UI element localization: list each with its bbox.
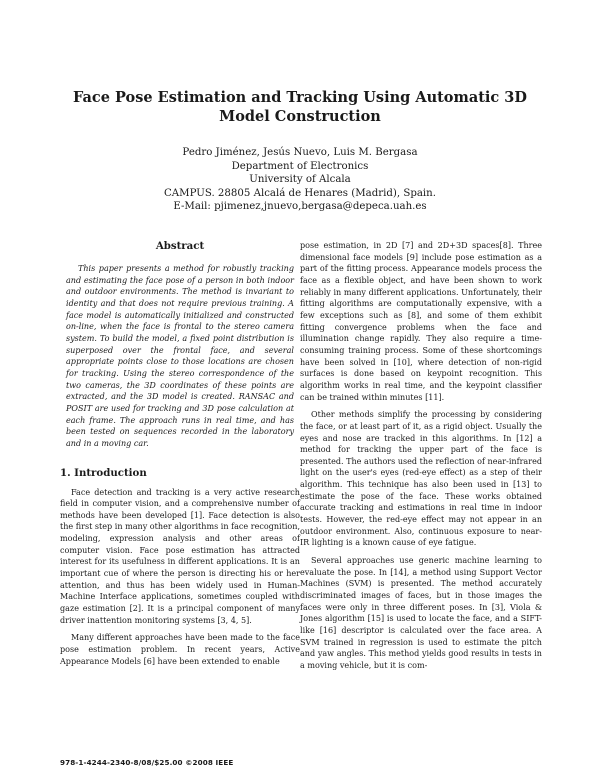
author-address: CAMPUS. 28805 Alcalá de Henares (Madrid), Spain. [164,187,436,199]
section-heading-introduction: 1. Introduction [60,466,147,479]
author-block [60,146,540,214]
author-department: Department of Electronics [231,160,369,172]
copyright-footer: 978-1-4244-2340-8/08/$25.00 ©2008 IEEE [60,758,234,767]
intro-paragraph-2: Many different approaches have been made to the face pose estimation problem. In recent years, Active Appearance Models [6] have been extended to enable [60,633,300,666]
intro-paragraph-2-continued: pose estimation, in 2D [7] and 2D+3D spaces[8]. Three dimensional face models [9] include pose estimation as a part of the fitting process. Appearance models process the face as a flexible object, and have been shown to work reliably in many different applications. Unfortunately, their fitting algorithms are computationally expensive, with a few exceptions such as [8], and some of them exhibit fitting convergence problems when the face and illumination change rapidly. They also require a time-consuming training process. Some of these shortcomings have been solved in [10], where detection of non-rigid surfaces is done based on keypoint recognition. This algorithm works in real time, and the keypoint classifier can be trained within minutes [11]. [300,241,542,402]
author-email: E-Mail: pjimenez,jnuevo,bergasa@depeca.uah.es [173,201,427,213]
intro-paragraph-3: Other methods simplify the processing by considering the face, or at least part of it, as a rigid object. Usually the eyes and nose are tracked in this algorithms. In [12] a method for tracking the upper part of the face is presented. The authors used the reflection of near-infrared light on the user's eyes (red-eye effect) as a step of their algorithm. This technique has also been used in [13] to estimate the pose of the face. These works obtained accurate tracking and estimations in real time in indoor tests. However, the red-eye effect may not appear in an outdoor environment. Also, continuous exposure to near-IR lighting is a known cause of eye fatigue. [300,410,542,548]
abstract-heading: Abstract [155,240,205,252]
left-column [60,240,300,673]
abstract-text: This paper presents a method for robustly tracking and estimating the face pose of a person in both indoor and outdoor environments. The method is invariant to identity and that does not require previous training. A face model is automatically initialized and constructed on-line, when the face is frontal to the stereo camera system. To build the model, a fixed point distribution is superposed over the frontal face, and several appropriate points close to those locations are chosen for tracking. Using the stereo correspondence of the two cameras, the 3D coordinates of these points are extracted, and the 3D model is created. RANSAC and POSIT are used for tracking and 3D pose calculation at each frame. The approach runs in real time, and has been tested on sequences recorded in the laboratory and in a moving car. [66,264,294,448]
intro-paragraph-4: Several approaches use generic machine learning to evaluate the pose. In [14], a method using Support Vector Machines (SVM) is presented. The method accurately discriminated images of faces, but in those images the faces were only in three different poses. In [3], Viola & Jones algorithm [15] is used to locate the face, and a SIFT-like [16] descriptor is calculated over the face area. A SVM trained in regression is used to estimate the pitch and yaw angles. This method yields good results in tests in a moving vehicle, but it is com- [300,556,542,670]
right-column [300,240,542,678]
paper-title: Face Pose Estimation and Tracking Using Automatic 3D Model Construction [73,89,527,125]
intro-paragraph-1: Face detection and tracking is a very active research field in computer vision, and a comprehensive number of methods have been developed [1]. Face detection is also the first step in many other algorithms in face recognition, modeling, expression analysis and other areas of computer vision. Face pose estimation has attracted interest for its usefulness in different applications. It is an important cue of where the person is directing his or her attention, and thus has been widely used in Human-Machine Interface applications, sometimes coupled with gaze estimation [2]. It is a principal component of many driver inattention monitoring systems [3, 4, 5]. [60,487,300,625]
author-university: University of Alcala [249,174,351,186]
author-names: Pedro Jiménez, Jesús Nuevo, Luis M. Bergasa [182,147,418,158]
